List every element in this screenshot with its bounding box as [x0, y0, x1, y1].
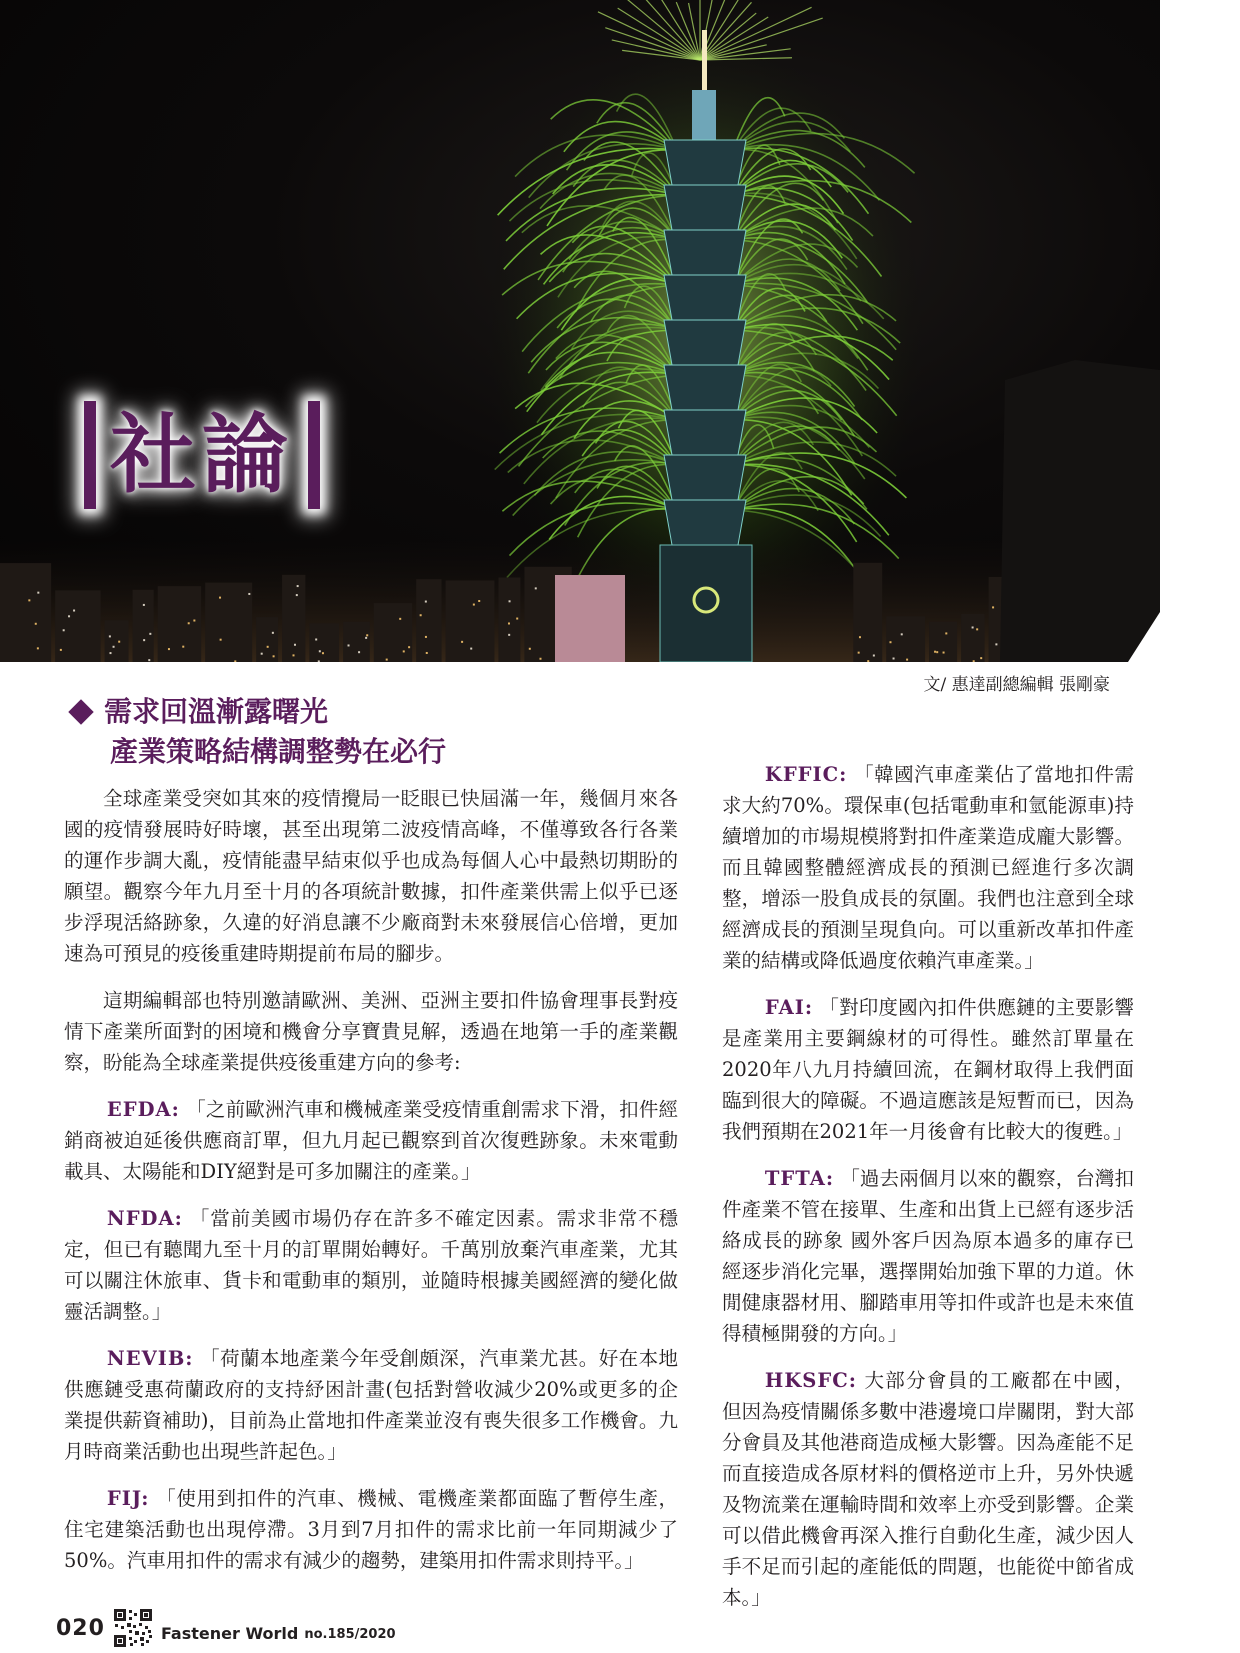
section-title-text: 社論	[110, 405, 294, 505]
taipei-101-fireworks-illustration	[0, 0, 1160, 662]
left-column	[64, 783, 678, 1592]
title-bar-right	[308, 401, 320, 509]
headline-line-1: 需求回溫漸露曙光	[104, 695, 329, 728]
issue-number: no.185/2020	[304, 1626, 396, 1642]
headline	[66, 692, 666, 772]
association-label: KFFIC:	[764, 763, 848, 786]
byline: 文/ 惠達副總編輯 張剛豪	[923, 675, 1110, 695]
quote-efda	[64, 1094, 678, 1187]
quote-nevib	[64, 1343, 678, 1467]
association-label: FIJ:	[106, 1487, 150, 1510]
quote-hksfc	[722, 1365, 1134, 1613]
quote-nfda	[64, 1203, 678, 1327]
quote-text: 「過去兩個月以來的觀察，台灣扣件產業不管在接單、生產和出貨上已經有逐步活絡成長的跡象 國外客戶因為原本過多的庫存已經逐步消化完畢，選擇開始加強下單的力道。休閒健康器材用、腳踏車用等扣件或許也是未來值得積極開發的方向。」	[722, 1167, 1134, 1345]
page-curl-corner	[1128, 612, 1160, 662]
quote-text: 大部分會員的工廠都在中國，但因為疫情關係多數中港邊境口岸關閉，對大部分會員及其他港商造成極大影響。因為產能不足而直接造成各原材料的價格逆市上升，另外快遞及物流業在運輸時間和效率上亦受到影響。企業可以借此機會再深入推行自動化生產，減少因人手不足而引起的產能低的問題，也能從中節省成本。」	[722, 1369, 1134, 1609]
diamond-bullet-icon	[68, 699, 93, 724]
page-footer	[56, 1608, 396, 1648]
hero-photo	[0, 0, 1160, 662]
association-label: HKSFC:	[764, 1369, 857, 1392]
quote-text: 「對印度國內扣件供應鏈的主要影響是產業用主要鋼線材的可得性。雖然訂單量在2020年八九月持續回流，在鋼材取得上我們面臨到很大的障礙。不過這應該是短暫而已，因為我們預期在2021年一月後會有比較大的復甦。」	[722, 996, 1134, 1143]
qr-code-icon[interactable]	[113, 1608, 153, 1648]
quote-text: 「荷蘭本地產業今年受創頗深，汽車業尤甚。好在本地供應鏈受惠荷蘭政府的支持紓困計畫(包括對營收減少20%或更多的企業提供薪資補助)，目前為止當地扣件產業並沒有喪失很多工作機會。九月時商業活動也出現些許起色。」	[64, 1347, 678, 1463]
quote-kffic	[722, 759, 1134, 976]
quote-text: 「之前歐洲汽車和機械產業受疫情重創需求下滑，扣件經銷商被迫延後供應商訂單，但九月起已觀察到首次復甦跡象。未來電動載具、太陽能和DIY絕對是可多加關注的產業。」	[64, 1098, 678, 1183]
association-label: TFTA:	[764, 1167, 835, 1190]
intro-paragraph: 這期編輯部也特別邀請歐洲、美洲、亞洲主要扣件協會理事長對疫情下產業所面對的困境和機會分享寶貴見解，透過在地第一手的產業觀察，盼能為全球產業提供疫後重建方向的參考:	[64, 989, 678, 1074]
headline-line-2: 產業策略結構調整勢在必行	[110, 735, 447, 768]
association-label: NFDA:	[106, 1207, 183, 1230]
title-bar-left	[84, 401, 96, 509]
quote-fai	[722, 992, 1134, 1147]
magazine-name: Fastener World	[160, 1623, 299, 1643]
association-label: FAI:	[764, 996, 814, 1019]
right-column	[722, 759, 1134, 1629]
quote-text: 「韓國汽車產業佔了當地扣件需求大約70%。環保車(包括電動車和氫能源車)持續增加的市場規模將對扣件產業造成龐大影響。而且韓國整體經濟成長的預測已經進行多次調整，增添一股負成長的氛圍。我們也注意到全球經濟成長的預測呈現負向。可以重新改革扣件產業的結構或降低過度依賴汽車產業。」	[722, 763, 1134, 972]
quote-fij	[64, 1483, 678, 1576]
quote-text: 「當前美國市場仍存在許多不確定因素。需求非常不穩定，但已有聽聞九至十月的訂單開始轉好。千萬別放棄汽車產業，尤其可以關注休旅車、貨卡和電動車的類別，並隨時根據美國經濟的變化做靈活調整。」	[64, 1207, 678, 1323]
association-label: EFDA:	[106, 1098, 180, 1121]
quote-text: 「使用到扣件的汽車、機械、電機產業都面臨了暫停生產，住宅建築活動也出現停滯。3月到7月扣件的需求比前一年同期減少了50%。汽車用扣件的需求有減少的趨勢，建築用扣件需求則持平。」	[64, 1487, 678, 1572]
association-label: NEVIB:	[106, 1347, 194, 1370]
page-number: 020	[56, 1615, 105, 1641]
section-title	[84, 395, 404, 515]
quote-tfta	[722, 1163, 1134, 1349]
intro-paragraph: 全球產業受突如其來的疫情攪局一眨眼已快屆滿一年，幾個月來各國的疫情發展時好時壞，甚至出現第二波疫情高峰，不僅導致各行各業的運作步調大亂，疫情能盡早結束似乎也成為每個人心中最熱切期盼的願望。觀察今年九月至十月的各項統計數據，扣件產業供需上似乎已逐步浮現活絡跡象，久違的好消息讓不少廠商對未來發展信心倍增，更加速為可預見的疫後重建時期提前布局的腳步。	[64, 787, 678, 965]
